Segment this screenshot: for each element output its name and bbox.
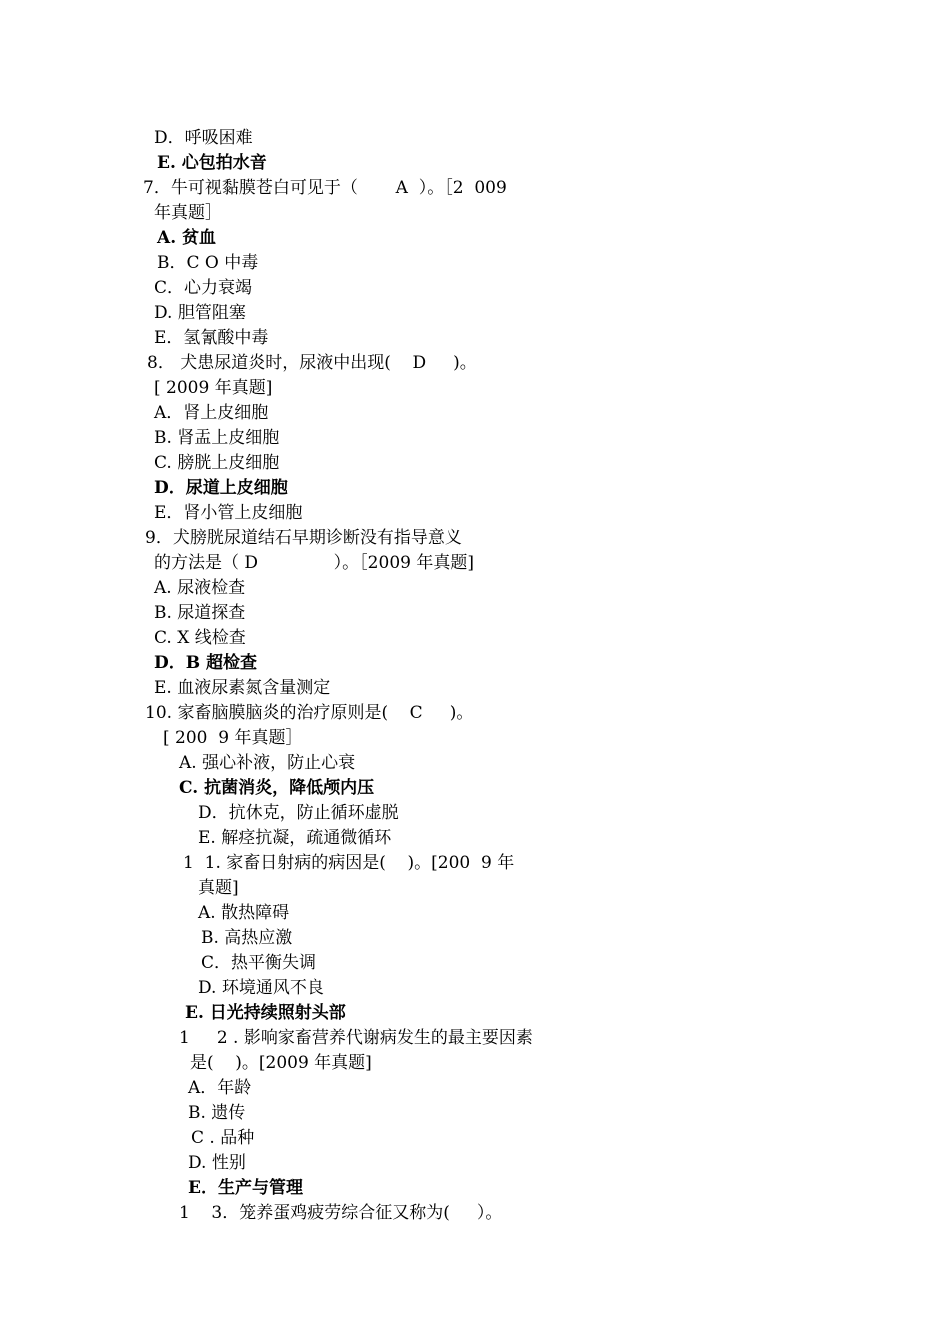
text-line: D．尿道上皮细胞 bbox=[154, 478, 288, 498]
text-line: B. 遗传 bbox=[188, 1103, 246, 1123]
text-line: C. 抗菌消炎，降低颅内压 bbox=[179, 778, 375, 798]
text-line: [ 2009 年真题] bbox=[154, 378, 273, 398]
text-line: C . 品种 bbox=[191, 1128, 255, 1148]
text-line: E．氢氰酸中毒 bbox=[154, 328, 269, 348]
text-line: C. X 线检查 bbox=[154, 628, 246, 648]
text-line: E. 日光持续照射头部 bbox=[185, 1003, 346, 1023]
text-line: D．B 超检查 bbox=[154, 653, 258, 673]
text-line: 9．犬膀胱尿道结石早期诊断没有指导意义 bbox=[145, 528, 462, 548]
text-line: A. 尿液检查 bbox=[154, 578, 246, 598]
text-line: 的方法是（ D ）。［2009 年真题] bbox=[154, 553, 474, 573]
text-line: D．呼吸困难 bbox=[154, 128, 253, 148]
text-line: E. 心包拍水音 bbox=[157, 153, 267, 173]
text-line: [ 200 9 年真题］ bbox=[163, 728, 303, 748]
text-line: A．肾上皮细胞 bbox=[154, 403, 269, 423]
text-line: B. 肾盂上皮细胞 bbox=[154, 428, 280, 448]
text-line: D. 性别 bbox=[188, 1153, 246, 1173]
text-line: D. 环境通风不良 bbox=[198, 978, 324, 998]
text-line: A. 贫血 bbox=[157, 228, 217, 248]
text-line: D．抗休克，防止循环虚脱 bbox=[198, 803, 399, 823]
text-line: A. 散热障碍 bbox=[198, 903, 290, 923]
text-line: E．肾小管上皮细胞 bbox=[154, 503, 303, 523]
text-line: B. 尿道探查 bbox=[154, 603, 246, 623]
text-line: 1 2 . 影响家畜营养代谢病发生的最主要因素 bbox=[179, 1028, 533, 1048]
text-line: B．C O 中毒 bbox=[157, 253, 259, 273]
text-line: 年真题］ bbox=[154, 203, 222, 223]
text-line: A. 强心补液，防止心衰 bbox=[179, 753, 356, 773]
text-line: 10. 家畜脑膜脑炎的治疗原则是( C )。 bbox=[145, 703, 474, 723]
text-line: C. 膀胱上皮细胞 bbox=[154, 453, 280, 473]
text-line: C．热平衡失调 bbox=[201, 953, 317, 973]
text-line: 是( )。[2009 年真题] bbox=[190, 1053, 372, 1073]
text-line: 7．牛可视黏膜苍白可见于（ A ）。［2 009 bbox=[143, 178, 507, 198]
text-line: 1 3．笼养蛋鸡疲劳综合征又称为( ）。 bbox=[179, 1203, 503, 1223]
text-line: B. 高热应激 bbox=[201, 928, 293, 948]
text-line: D. 胆管阻塞 bbox=[154, 303, 246, 323]
text-line: E. 解痉抗凝，疏通微循环 bbox=[198, 828, 392, 848]
text-line: E. 血液尿素氮含量测定 bbox=[154, 678, 331, 698]
text-line: 真题] bbox=[198, 878, 239, 898]
text-line: A．年龄 bbox=[188, 1078, 252, 1098]
text-line: C．心力衰竭 bbox=[154, 278, 253, 298]
text-line: 8． 犬患尿道炎时，尿液中出现( D )。 bbox=[147, 353, 477, 373]
text-line: 1 1. 家畜日射病的病因是( )。[200 9 年 bbox=[183, 853, 515, 873]
text-line: E．生产与管理 bbox=[188, 1178, 303, 1198]
